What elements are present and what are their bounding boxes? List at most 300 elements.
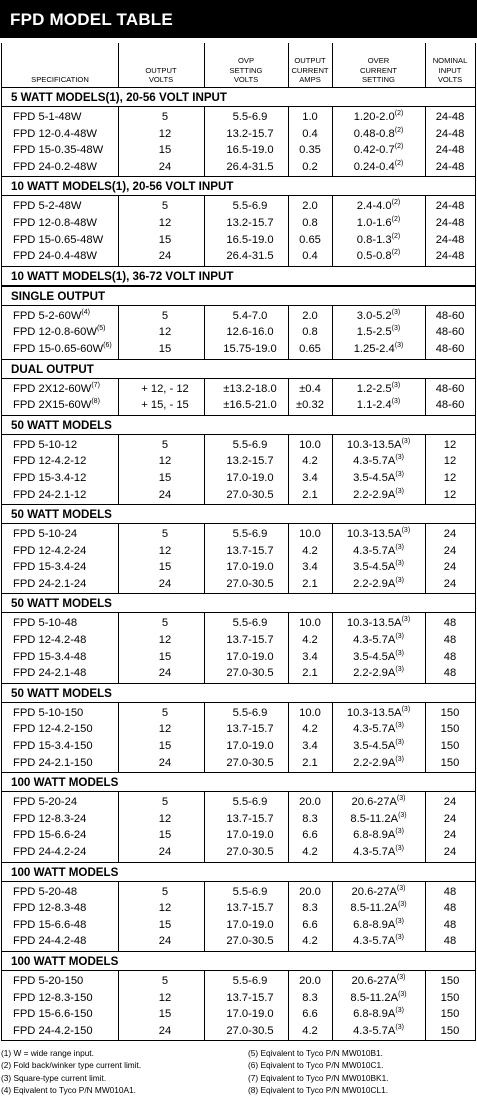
table-row: [2, 470, 475, 487]
section-heading: 10 WATT MODELS(1), 20-56 VOLT INPUT: [2, 177, 475, 196]
cell-input-volts: [425, 827, 475, 844]
cell-over-current: [332, 990, 425, 1007]
cell-ovp-setting-text: 16.5-19.0: [226, 144, 274, 157]
cell-output-amps-text: 6.6: [302, 829, 318, 842]
cell-over-current-text: 6.8-8.9A: [353, 918, 396, 931]
cell-output-volts-text: 24: [158, 160, 172, 173]
cell-model-text: FPD 12-8.3-24: [13, 812, 87, 825]
section-heading: 5 WATT MODELS(1), 20-56 VOLT INPUT: [2, 88, 475, 107]
cell-output-amps: [288, 811, 332, 828]
cell-output-volts: [118, 543, 212, 560]
cell-output-amps: [288, 755, 332, 772]
table-row: [2, 649, 475, 666]
cell-model-text: FPD 15-0.65-60W: [13, 342, 104, 355]
cell-input-volts-text: 24-48: [435, 144, 465, 157]
column-header-ovp-setting: OVP SETTING VOLTS: [229, 56, 263, 84]
cell-over-current-text: 4.3-5.7A: [353, 723, 396, 736]
cell-output-amps: [288, 142, 332, 159]
cell-output-amps-text: ±0.32: [296, 399, 324, 412]
cell-output-volts: [118, 109, 212, 126]
table-row: [2, 933, 475, 950]
cell-model: [13, 453, 86, 470]
cell-ovp-setting: [212, 665, 288, 682]
cell-output-amps: [288, 900, 332, 917]
cell-input-volts-text: 48-60: [435, 342, 465, 355]
footnote: (7) Eqivalent to Tyco P/N MW010BK1.: [248, 1072, 389, 1083]
cell-input-volts-text: 12: [443, 488, 457, 501]
table-row: [2, 232, 475, 249]
cell-input-volts-text: 12: [443, 438, 457, 451]
cell-model-text: FPD 24-2.1-12: [13, 488, 87, 501]
column-divider: [288, 107, 289, 176]
cell-over-current-footnote-ref: (3): [401, 616, 411, 624]
column-divider: [204, 524, 205, 593]
cell-output-amps: [288, 215, 332, 232]
cell-output-amps-text: 4.2: [302, 544, 318, 557]
cell-output-amps: [288, 576, 332, 593]
cell-output-volts: [118, 232, 212, 249]
cell-input-volts-text: 48: [443, 935, 457, 948]
cell-input-volts: [425, 543, 475, 560]
cell-ovp-setting-text: 5.4-7.0: [232, 309, 268, 322]
cell-ovp-setting: [212, 215, 288, 232]
cell-over-current: [332, 487, 425, 504]
table-section: [2, 266, 475, 286]
cell-ovp-setting-text: 27.0-30.5: [226, 935, 274, 948]
column-divider: [118, 43, 119, 87]
column-divider: [288, 43, 289, 87]
cell-output-volts-text: 12: [158, 216, 172, 229]
cell-output-volts: [118, 705, 212, 722]
cell-input-volts: [425, 126, 475, 143]
cell-output-volts: [118, 933, 212, 950]
cell-model: [13, 794, 77, 811]
column-divider: [288, 379, 289, 415]
cell-over-current-text: 4.3-5.7A: [353, 544, 396, 557]
cell-input-volts: [425, 397, 475, 414]
cell-input-volts-text: 12: [443, 455, 457, 468]
cell-model: [13, 381, 100, 398]
cell-ovp-setting-text: 26.4-31.5: [226, 160, 274, 173]
cell-model-footnote-ref: (7): [91, 381, 100, 389]
cell-output-volts-text: 15: [158, 233, 172, 246]
cell-model-text: FPD 5-10-48: [13, 617, 78, 630]
cell-model-text: FPD 24-4.2-150: [13, 1024, 93, 1037]
cell-over-current-footnote-ref: (3): [395, 454, 404, 462]
cell-input-volts: [425, 559, 475, 576]
cell-input-volts: [425, 917, 475, 934]
cell-over-current: [332, 811, 425, 828]
cell-output-volts-text: 5: [161, 974, 169, 987]
cell-output-amps: [288, 159, 332, 176]
cell-over-current-text: 2.4-4.0: [356, 200, 392, 213]
cell-over-current-text: 8.5-11.2A: [350, 991, 399, 1004]
cell-output-volts-text: 15: [158, 740, 172, 753]
cell-over-current-text: 8.5-11.2A: [350, 902, 399, 915]
table-row: [2, 1023, 475, 1040]
cell-input-volts: [425, 159, 475, 176]
cell-output-volts-text: 5: [161, 200, 169, 213]
cell-over-current-text: 3.0-5.2: [356, 309, 392, 322]
cell-input-volts-text: 48: [443, 885, 457, 898]
cell-over-current: [332, 397, 425, 414]
cell-output-amps: [288, 487, 332, 504]
cell-ovp-setting-text: ±16.5-21.0: [223, 399, 277, 412]
cell-output-amps: [288, 973, 332, 990]
cell-over-current-text: 0.24-0.4: [353, 160, 395, 173]
cell-output-volts: [118, 990, 212, 1007]
cell-over-current-footnote-ref: (3): [395, 487, 404, 495]
cell-over-current: [332, 665, 425, 682]
cell-output-volts-text: 15: [158, 1008, 172, 1021]
cell-over-current: [332, 159, 425, 176]
cell-output-volts-text: 5: [161, 528, 169, 541]
cell-over-current-footnote-ref: (2): [391, 215, 401, 223]
cell-output-volts-text: 24: [158, 577, 172, 590]
cell-ovp-setting-text: 13.7-15.7: [226, 812, 274, 825]
cell-model: [13, 990, 93, 1007]
footnotes-right: [248, 1047, 389, 1097]
cell-over-current: [332, 649, 425, 666]
cell-input-volts: [425, 632, 475, 649]
column-divider: [288, 971, 289, 1040]
cell-model-text: FPD 15-3.4-150: [13, 740, 93, 753]
cell-over-current: [332, 738, 425, 755]
cell-ovp-setting: [212, 827, 288, 844]
cell-output-volts-text: 5: [161, 617, 169, 630]
column-divider: [204, 882, 205, 951]
table-row: [2, 755, 475, 772]
cell-over-current: [332, 215, 425, 232]
cell-input-volts-text: 150: [440, 756, 460, 769]
cell-ovp-setting: [212, 142, 288, 159]
section-heading: 100 WATT MODELS: [2, 773, 475, 792]
cell-output-amps: [288, 1023, 332, 1040]
cell-input-volts: [425, 453, 475, 470]
cell-input-volts-text: 150: [440, 991, 460, 1004]
cell-output-volts: [118, 649, 212, 666]
cell-output-amps: [288, 632, 332, 649]
column-divider: [118, 703, 119, 772]
cell-ovp-setting: [212, 453, 288, 470]
column-divider: [425, 524, 426, 593]
cell-output-amps: [288, 543, 332, 560]
cell-input-volts: [425, 1023, 475, 1040]
cell-input-volts: [425, 615, 475, 632]
cell-output-amps: [288, 665, 332, 682]
cell-output-amps-text: 2.0: [302, 309, 318, 322]
cell-model-text: FPD 5-20-24: [13, 796, 78, 809]
cell-over-current-text: 4.3-5.7A: [353, 634, 396, 647]
cell-model: [13, 917, 86, 934]
table-section: [2, 359, 475, 415]
cell-over-current: [332, 248, 425, 265]
cell-model: [13, 159, 97, 176]
cell-model: [13, 308, 90, 325]
cell-model: [13, 142, 103, 159]
section-heading: DUAL OUTPUT: [2, 360, 475, 379]
cell-over-current-text: 2.2-2.9A: [353, 577, 396, 590]
cell-output-amps: [288, 649, 332, 666]
cell-over-current-footnote-ref: (3): [391, 308, 401, 316]
cell-over-current-text: 6.8-8.9A: [353, 829, 396, 842]
cell-output-volts: [118, 324, 212, 341]
cell-over-current: [332, 142, 425, 159]
table-row: [2, 437, 475, 454]
cell-input-volts-text: 24: [443, 577, 457, 590]
table-row: [2, 827, 475, 844]
cell-over-current: [332, 917, 425, 934]
column-divider: [332, 971, 333, 1040]
cell-model: [13, 543, 86, 560]
cell-input-volts-text: 24-48: [435, 200, 465, 213]
cell-output-amps: [288, 615, 332, 632]
cell-output-volts: [118, 453, 212, 470]
column-divider: [332, 613, 333, 682]
cell-output-amps: [288, 232, 332, 249]
cell-output-volts: [118, 665, 212, 682]
cell-output-amps-text: 0.65: [299, 233, 321, 246]
cell-output-amps-text: 3.4: [302, 650, 318, 663]
cell-ovp-setting-text: 17.0-19.0: [226, 650, 274, 663]
cell-over-current: [332, 1023, 425, 1040]
cell-input-volts-text: 150: [440, 974, 460, 987]
cell-input-volts-text: 24: [443, 528, 457, 541]
column-divider: [118, 379, 119, 415]
cell-model-text: FPD 2X12-60W: [13, 382, 92, 395]
cell-ovp-setting-text: 13.7-15.7: [226, 902, 274, 915]
cell-over-current: [332, 576, 425, 593]
cell-output-volts-text: 24: [158, 756, 172, 769]
cell-ovp-setting-text: 5.5-6.9: [232, 438, 268, 451]
table-row: [2, 884, 475, 901]
cell-output-amps-text: 2.1: [302, 667, 318, 680]
cell-input-volts: [425, 973, 475, 990]
cell-output-amps-text: 0.65: [299, 342, 321, 355]
cell-ovp-setting: [212, 933, 288, 950]
section-heading: 10 WATT MODELS(1), 36-72 VOLT INPUT: [2, 267, 475, 286]
cell-model-text: FPD 5-10-12: [13, 438, 78, 451]
cell-model-text: FPD 5-2-48W: [13, 200, 82, 213]
column-divider: [204, 703, 205, 772]
cell-over-current-text: 20.6-27A: [351, 974, 397, 987]
cell-over-current-text: 8.5-11.2A: [350, 812, 399, 825]
footnotes-left: [1, 1047, 141, 1097]
cell-output-volts-text: 5: [161, 309, 169, 322]
table-row: [2, 159, 475, 176]
cell-ovp-setting-text: 13.7-15.7: [226, 634, 274, 647]
cell-input-volts-text: 48-60: [435, 382, 465, 395]
cell-output-volts: [118, 248, 212, 265]
cell-ovp-setting: [212, 990, 288, 1007]
cell-ovp-setting: [212, 900, 288, 917]
cell-input-volts: [425, 1006, 475, 1023]
cell-ovp-setting: [212, 1023, 288, 1040]
cell-over-current: [332, 308, 425, 325]
cell-output-amps-text: 4.2: [302, 846, 318, 858]
cell-output-volts-text: 12: [158, 634, 172, 647]
cell-model: [13, 397, 100, 414]
cell-over-current-text: 10.3-13.5A: [346, 617, 402, 630]
cell-model: [13, 827, 86, 844]
cell-model-text: FPD 15-3.4-48: [13, 650, 87, 663]
column-divider: [118, 524, 119, 593]
cell-output-amps-text: 0.2: [302, 160, 318, 173]
cell-input-volts: [425, 437, 475, 454]
cell-output-amps-text: 2.1: [302, 577, 318, 590]
cell-over-current-footnote-ref: (3): [395, 934, 404, 942]
column-divider: [118, 882, 119, 951]
cell-ovp-setting: [212, 159, 288, 176]
table-row: [2, 324, 475, 341]
cell-over-current: [332, 933, 425, 950]
column-divider: [425, 613, 426, 682]
cell-ovp-setting-text: 13.7-15.7: [226, 723, 274, 736]
column-divider: [288, 882, 289, 951]
cell-model-text: FPD 15-6.6-150: [13, 1008, 93, 1021]
cell-model-text: FPD 15-6.6-24: [13, 829, 87, 842]
cell-model-text: FPD 12-8.3-150: [13, 991, 93, 1004]
cell-over-current-text: 4.3-5.7A: [353, 846, 396, 858]
cell-output-amps-text: 4.2: [302, 723, 318, 736]
cell-model-text: FPD 12-4.2-12: [13, 455, 87, 468]
cell-ovp-setting: [212, 917, 288, 934]
cell-output-amps-text: 6.6: [302, 918, 318, 931]
cell-model: [13, 844, 86, 861]
cell-output-volts-text: 24: [158, 488, 172, 501]
cell-output-volts: [118, 738, 212, 755]
cell-output-volts-text: 12: [158, 991, 172, 1004]
column-divider: [332, 107, 333, 176]
table-row: [2, 705, 475, 722]
cell-input-volts: [425, 470, 475, 487]
cell-input-volts: [425, 308, 475, 325]
table-section: [2, 593, 475, 682]
cell-output-amps: [288, 933, 332, 950]
cell-ovp-setting-text: 13.7-15.7: [226, 544, 274, 557]
cell-output-volts-text: 5: [161, 111, 169, 123]
column-divider: [288, 703, 289, 772]
column-divider: [118, 435, 119, 504]
cell-ovp-setting-text: 13.2-15.7: [226, 455, 274, 468]
cell-over-current-text: 20.6-27A: [351, 796, 397, 809]
cell-output-amps-text: 3.4: [302, 740, 318, 753]
cell-model: [13, 324, 106, 341]
cell-over-current-footnote-ref: (3): [391, 398, 401, 406]
cell-input-volts: [425, 900, 475, 917]
cell-input-volts: [425, 324, 475, 341]
cell-over-current-footnote-ref: (3): [396, 884, 406, 892]
cell-input-volts-text: 48-60: [435, 326, 465, 339]
cell-over-current-footnote-ref: (3): [395, 633, 404, 641]
table-section: [2, 286, 475, 359]
cell-model: [13, 109, 81, 126]
cell-model-footnote-ref: (5): [96, 325, 106, 333]
cell-input-volts-text: 48: [443, 634, 457, 647]
cell-output-volts: [118, 308, 212, 325]
cell-model-text: FPD 5-2-60W: [13, 309, 82, 322]
cell-output-amps-text: 3.4: [302, 471, 318, 484]
table-row: [2, 526, 475, 543]
table-row: [2, 973, 475, 990]
cell-output-volts: [118, 126, 212, 143]
cell-output-volts-text: 15: [158, 918, 172, 931]
table-row: [2, 559, 475, 576]
cell-output-volts-text: 12: [158, 326, 172, 339]
cell-model: [13, 559, 86, 576]
cell-output-amps: [288, 453, 332, 470]
cell-output-amps-text: 3.4: [302, 561, 318, 574]
column-divider: [118, 792, 119, 861]
table-row: [2, 487, 475, 504]
cell-over-current-footnote-ref: (3): [391, 325, 401, 333]
cell-output-volts: [118, 559, 212, 576]
cell-model: [13, 933, 86, 950]
cell-model-text: FPD 5-10-150: [13, 706, 84, 719]
table-row: [2, 142, 475, 159]
cell-over-current-footnote-ref: (3): [395, 543, 404, 551]
cell-ovp-setting: [212, 381, 288, 398]
footnote: (6) Eqivalent to Tyco P/N MW010C1.: [248, 1060, 384, 1071]
cell-ovp-setting-text: 5.5-6.9: [232, 796, 268, 809]
column-divider: [332, 882, 333, 951]
cell-model: [13, 126, 97, 143]
cell-output-volts: [118, 198, 212, 215]
cell-over-current-text: 1.20-2.0: [353, 111, 395, 123]
cell-input-volts: [425, 665, 475, 682]
cell-output-volts: [118, 721, 212, 738]
cell-output-volts: [118, 615, 212, 632]
cell-output-volts-text: 12: [158, 902, 172, 915]
cell-model-text: FPD 12-0.4-48W: [13, 127, 97, 140]
cell-model-text: FPD 12-4.2-24: [13, 544, 87, 557]
cell-over-current-text: 4.3-5.7A: [353, 455, 396, 468]
cell-model-text: FPD 15-3.4-24: [13, 561, 87, 574]
cell-output-volts-text: 12: [158, 544, 172, 557]
column-divider: [204, 196, 205, 265]
cell-over-current: [332, 827, 425, 844]
cell-output-amps-text: 10.0: [299, 706, 321, 719]
cell-ovp-setting-text: 27.0-30.5: [226, 488, 274, 501]
cell-output-volts-text: 5: [161, 885, 169, 898]
cell-over-current-footnote-ref: (3): [394, 341, 404, 349]
cell-output-volts: [118, 884, 212, 901]
cell-ovp-setting: [212, 198, 288, 215]
cell-model-text: FPD 24-0.4-48W: [13, 250, 97, 263]
cell-output-amps: [288, 308, 332, 325]
cell-output-amps: [288, 437, 332, 454]
table-row: [2, 109, 475, 126]
column-divider: [425, 306, 426, 359]
cell-ovp-setting-text: 5.5-6.9: [232, 974, 268, 987]
cell-input-volts: [425, 109, 475, 126]
cell-over-current: [332, 437, 425, 454]
cell-output-volts: [118, 142, 212, 159]
cell-over-current-text: 3.5-4.5A: [353, 740, 396, 753]
cell-over-current-footnote-ref: (3): [395, 1023, 404, 1031]
cell-output-volts: [118, 755, 212, 772]
table-row: [2, 900, 475, 917]
cell-model: [13, 811, 86, 828]
cell-ovp-setting-text: 17.0-19.0: [226, 829, 274, 842]
cell-output-volts: [118, 381, 212, 398]
cell-input-volts-text: 24: [443, 846, 457, 858]
cell-model: [13, 248, 97, 265]
table-section: [2, 683, 475, 772]
cell-ovp-setting: [212, 543, 288, 560]
section-heading: 50 WATT MODELS: [2, 594, 475, 613]
cell-over-current-text: 2.2-2.9A: [353, 756, 396, 769]
